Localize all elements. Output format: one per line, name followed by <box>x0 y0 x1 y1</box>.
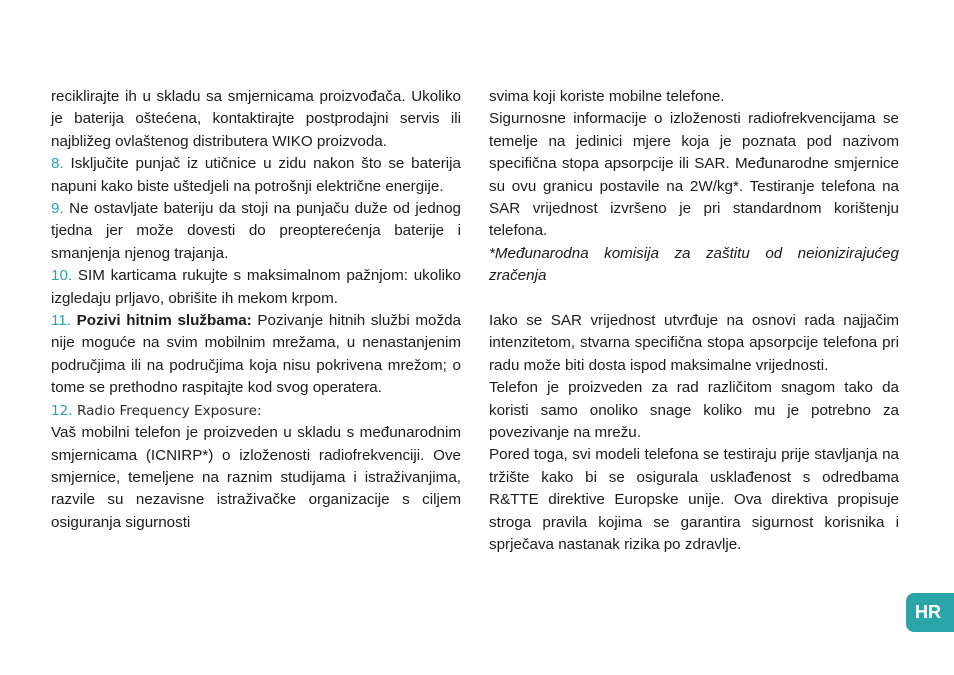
item-11-text: Pozivanje hitnih službi možda nije moguće na svim mobilnim mrežama, u nenastanjenim područjima ili na područjima koja nisu pokrivena mrežom; o tome se prethodno raspitajte kod svog operatera. <box>51 312 461 397</box>
item-10-number: 10. <box>51 267 73 285</box>
item-10 <box>51 265 461 310</box>
item-8 <box>51 153 461 198</box>
right-paragraph-2: Sigurnosne informacije o izloženosti radiofrekvencijama se temelje na jedinici mjere koja je poznata pod nazivom specifična stopa apsorpcije ili SAR. Međunarodne smjernice su ovu granicu postavile na 2W/kg*. Testiranje telefona na SAR vrijednost izvršeno je pri standardnom korištenju telefona. <box>489 110 899 240</box>
right-paragraph-4: Telefon je proizveden za rad različitom snagom tako da koristi samo onoliko snage koliko mu je potrebno za povezivanje na mrežu. <box>489 379 899 442</box>
right-paragraph-3: Iako se SAR vrijednost utvrđuje na osnovi rada najjačim intenzitetom, stvarna specifična stopa apsorpcije telefona pri radu može biti dosta ispod maksimalne vrijednosti. <box>489 312 899 374</box>
item-12-number: 12. <box>51 402 73 419</box>
item-12-text: Vaš mobilni telefon je proizveden u skladu s međunarodnim smjernicama (ICNIRP*) o izloženosti radiofrekvenciji. Ove smjernice, temeljene na raznim studijama i istraživanjima, razvile su nezavisne istraživačke organizacije s ciljem osiguranja sigurnosti <box>51 424 461 531</box>
item-8-number: 8. <box>51 155 64 173</box>
footnote: *Međunarodna komisija za zaštitu od neionizirajućeg zračenja <box>489 244 899 285</box>
right-paragraph-1: svima koji koriste mobilne telefone. <box>489 88 725 105</box>
item-9 <box>51 198 461 265</box>
right-column <box>489 86 899 557</box>
item-12-heading <box>51 400 461 422</box>
item-11-number: 11. <box>51 312 71 330</box>
item-10-text: SIM karticama rukujte s maksimalnom pažnjom: ukoliko izgledaju prljavo, obrišite ih mekom krpom. <box>51 267 461 307</box>
language-tab: HR <box>906 593 954 632</box>
item-11 <box>51 310 461 400</box>
item-9-number: 9. <box>51 200 64 218</box>
item-11-bold-label: Pozivi hitnim službama: <box>76 312 252 330</box>
spacer <box>489 288 899 310</box>
item-8-text: Isključite punjač iz utičnice u zidu nakon što se baterija napuni kako biste uštedjeli na potrošnji električne energije. <box>51 155 461 195</box>
right-paragraph-5: Pored toga, svi modeli telefona se testiraju prije stavljanja na tržište kako bi se osigurala usklađenost s odredbama R&TTE direktive Europske unije. Ova direktiva propisuje stroga pravila kojima se garantira sigurnost korisnika i sprječava nastanak rizika po zdravlje. <box>489 446 899 554</box>
left-column <box>51 86 461 534</box>
item-12-title: Radio Frequency Exposure: <box>72 402 262 419</box>
item-9-text: Ne ostavljate bateriju da stoji na punjaču duže od jednog tjedna jer može dovesti do preopterećenja baterije i smanjenja njenog trajanja. <box>51 200 461 262</box>
intro-paragraph: reciklirajte ih u skladu sa smjernicama proizvođača. Ukoliko je baterija oštećena, kontaktirajte postprodajni servis ili najbližeg ovlaštenog distributera WIKO proizvoda. <box>51 88 461 150</box>
